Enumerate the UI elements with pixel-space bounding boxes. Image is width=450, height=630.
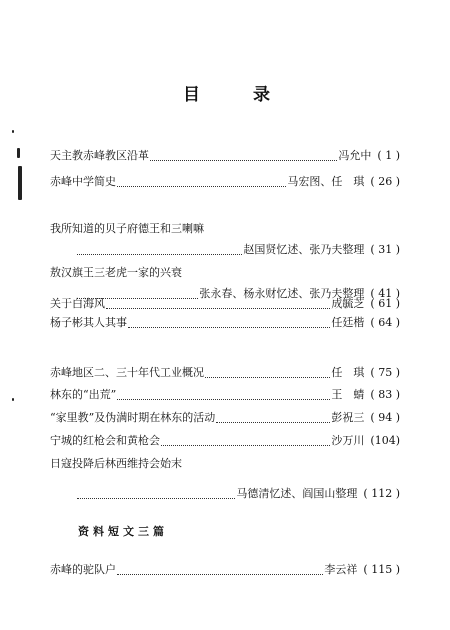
toc-entry[interactable] bbox=[50, 563, 400, 577]
entry-author: 彭祝三 bbox=[331, 411, 365, 424]
leader-dots bbox=[161, 437, 330, 446]
entry-title: 我所知道的贝子府德王和三喇嘛 bbox=[50, 222, 204, 235]
leader-dots bbox=[150, 152, 337, 161]
entry-page: ( 75 ) bbox=[370, 366, 400, 379]
entry-title: 赤峰中学简史 bbox=[50, 175, 116, 188]
entry-author: 沙万川 bbox=[331, 434, 365, 447]
leader-dots bbox=[117, 566, 323, 575]
entry-title: 林东的“出荒” bbox=[50, 388, 117, 401]
entry-title: 日寇投降后林西维持会始末 bbox=[50, 457, 182, 470]
leader-dots bbox=[205, 369, 330, 378]
toc-entry[interactable] bbox=[50, 388, 400, 402]
entry-author: 任 琪 bbox=[331, 366, 365, 379]
entry-page: ( 112 ) bbox=[363, 487, 400, 500]
toc-entry[interactable] bbox=[50, 316, 400, 330]
entry-page: ( 31 ) bbox=[370, 243, 400, 256]
entry-page: ( 1 ) bbox=[377, 149, 400, 162]
leader-dots bbox=[128, 319, 330, 328]
toc-entry[interactable] bbox=[50, 366, 400, 380]
entry-author: 王 蜻 bbox=[331, 388, 365, 401]
leader-dots bbox=[106, 300, 330, 309]
entry-title: 赤峰地区二、三十年代工业概况 bbox=[50, 366, 204, 379]
entry-author: 成毓芝 bbox=[331, 297, 365, 310]
toc-entry[interactable] bbox=[50, 149, 400, 163]
leader-dots bbox=[117, 178, 286, 187]
toc-entry[interactable] bbox=[50, 297, 400, 311]
title-char-1: 目 bbox=[183, 85, 200, 105]
entry-page: (104) bbox=[370, 434, 400, 447]
entry-title: 关于白海风 bbox=[50, 297, 105, 310]
toc-entry[interactable] bbox=[50, 266, 400, 301]
scan-mark bbox=[17, 148, 20, 158]
entry-author: 马德清忆述、阎国山整理 bbox=[236, 487, 358, 500]
entry-author: 任廷楷 bbox=[331, 316, 365, 329]
toc-entry[interactable] bbox=[50, 434, 400, 448]
leader-dots bbox=[77, 490, 235, 499]
entry-page: ( 115 ) bbox=[363, 563, 400, 576]
entry-author: 赵国贤忆述、张乃夫整理 bbox=[243, 243, 365, 256]
toc-entry[interactable] bbox=[50, 222, 400, 257]
entry-title: 宁城的红枪会和黄枪会 bbox=[50, 434, 160, 447]
entry-title: 赤峰的驼队户 bbox=[50, 563, 116, 576]
toc-entry[interactable] bbox=[50, 457, 400, 501]
entry-title: 杨子彬其人其事 bbox=[50, 316, 127, 329]
scan-mark bbox=[12, 398, 14, 401]
entry-author: 马宏图、任 琪 bbox=[287, 175, 365, 188]
entry-page: ( 61 ) bbox=[370, 297, 400, 310]
entry-title: 天主教赤峰教区沿革 bbox=[50, 149, 149, 162]
scan-mark bbox=[12, 130, 14, 133]
entry-author: 张永春、杨永财忆述、张乃夫整理 bbox=[199, 287, 365, 300]
section-heading: 资料短文三篇 bbox=[78, 525, 168, 538]
entry-author: 李云祥 bbox=[324, 563, 358, 576]
leader-dots bbox=[216, 414, 330, 423]
entry-title: 敖汉旗王三老虎一家的兴衰 bbox=[50, 266, 182, 279]
toc-entry[interactable] bbox=[50, 411, 400, 425]
entry-page: ( 94 ) bbox=[370, 411, 400, 424]
scan-mark bbox=[18, 166, 22, 200]
entry-page: ( 64 ) bbox=[370, 316, 400, 329]
entry-title: “家里教”及伪满时期在林东的活动 bbox=[50, 411, 216, 424]
entry-page: ( 83 ) bbox=[370, 388, 400, 401]
entry-page: ( 41 ) bbox=[370, 287, 400, 300]
leader-dots bbox=[77, 246, 242, 255]
entry-author: 冯允中 bbox=[338, 149, 372, 162]
title-char-2: 录 bbox=[253, 85, 270, 105]
leader-dots bbox=[117, 391, 330, 400]
toc-entry[interactable] bbox=[50, 175, 400, 189]
entry-page: ( 26 ) bbox=[370, 175, 400, 188]
